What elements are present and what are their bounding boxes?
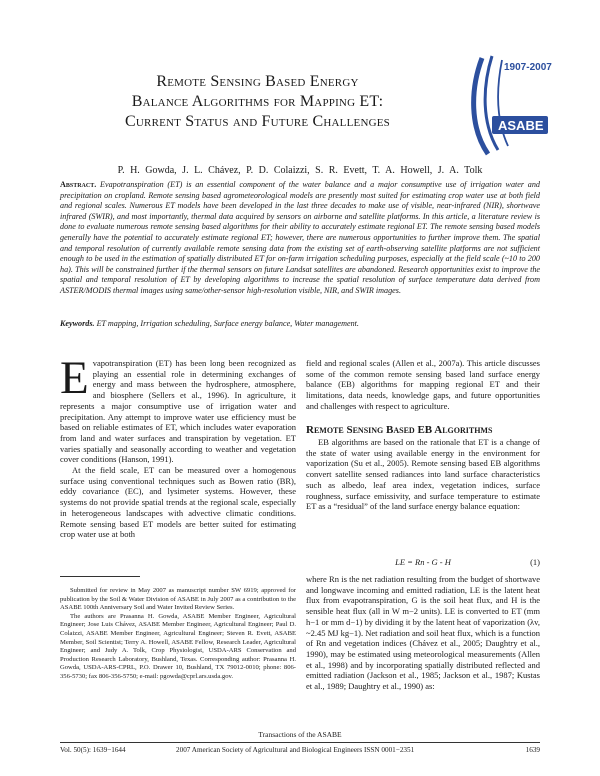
logo-years: 1907-2007 — [504, 62, 552, 73]
equation-1 — [306, 557, 540, 569]
left-column — [60, 352, 296, 540]
title-line-3: Current Status and Future Challenges — [125, 113, 390, 130]
journal-name: Transactions of the ASABE — [258, 730, 342, 739]
keywords-text: ET mapping, Irrigation scheduling, Surface energy balance, Water management. — [96, 319, 359, 328]
section-paragraph-1: EB algorithms are based on the rationale that ET is a change of the state of water using available energy in the environment for vaporization (Su et al., 2005). Remote sensing based EB algorithms convert satellite sensed radiances into land surface characteristics such as albedo, leaf area index, vegetation indices, surface roughness, surface emissivity, and surface temperature to estimate ET as a “residual” of the land surface energy balance equation: — [306, 437, 540, 512]
copyright-line: 2007 American Society of Agricultural and Biological Engineers ISSN 0001−2351 — [176, 746, 415, 754]
author-list: P. H. Gowda, J. L. Chávez, P. D. Colaizzi, S. R. Evett, T. A. Howell, J. A. Tolk — [117, 165, 483, 176]
abstract-label: Abstract. — [60, 180, 97, 189]
paper-title — [60, 72, 455, 132]
abstract — [60, 180, 540, 297]
intro-paragraph-2: At the field scale, ET can be measured over a homogenous surface using conventional techniques such as Bowen ratio (BR), eddy covariance (EC), and lysimeter systems. However, these systems do not provide spatial trends at the regional scale, especially in heterogeneous landscapes with advective climatic conditions. Remote sensing based ET models are better suited for estimating crop water use at both — [60, 465, 296, 540]
title-line-1: Remote Sensing Based Energy — [156, 73, 359, 90]
intro-paragraph-3: field and regional scales (Allen et al., 2007a). This article discusses some of the common remote sensing based land surface energy balance (EB) algorithms for mapping regional ET and their limitations, data needs, knowledge gaps, and future opportunities and challenges with respect to agriculture. — [306, 358, 540, 411]
footnote-divider — [60, 576, 140, 577]
footnote-authors: The authors are Prasanna H. Gowda, ASABE Member Engineer, Agricultural Engineer; Jose Luis Chávez, ASABE Member Engineer, Agricultural Engineer; Paul D. Colaizzi, ASABE Member Engineer, Agricultural Engineer; Steven R. Evett, ASABE Member, Soil Scientist; Terry A. Howell, ASABE Fellow, Research Leader, Agricultural Engineer; and Judy A. Tolk, Crop Physiologist, USDA-ARS Conservation and Production Research Laboratory, Bushland, Texas. Corresponding author: Prasanna H. Gowda, USDA-ARS-CPRL, P.O. Drawer 10, Bushland, TX 79012-0010; phone: 806-356-5730; fax 806-356-5750; e-mail: pgowda@cprl.ars.usda.gov. — [60, 612, 296, 680]
title-line-2: Balance Algorithms for Mapping ET: — [131, 93, 384, 110]
asabe-logo-graphic — [462, 50, 554, 160]
drop-cap: E — [60, 352, 89, 404]
section-heading: Remote Sensing Based EB Algorithms — [306, 424, 493, 436]
footnote — [60, 587, 296, 682]
page-number: 1639 — [525, 746, 540, 754]
keywords-label: Keywords. — [60, 319, 95, 328]
abstract-text: Evapotranspiration (ET) is an essential component of the water balance and a major consumptive use of irrigation water and precipitation on cropland. Remote sensing based agrometeorological models are presently most suited for estimating crop water use at both field and regional scales. Numerous ET models have been developed in the last three decades to make use of visible, near-infrared (NIR), shortwave infrared (SWIR), and most importantly, thermal data acquired by sensors on airborne and satellite platforms. In this article, a literature review is done to evaluate numerous remote sensing based algorithms for their ability to accurately estimate regional ET. The remote sensing based models generally have the potential to accurately estimate regional ET; however, there are numerous opportunities to further improve them. The spatial and temporal resolution of currently available remote sensing data from the existing set of earth-observing satellite platforms are not sufficient enough to be used in the estimation of spatially distributed ET for on-farm irrigation scheduling purposes, especially at the field scale (~10 to 200 ha). This will be constrained further if the thermal sensors on future Landsat satellites are abandoned. Research opportunities exist to improve the spatial and temporal resolution of ET by developing algorithms to increase the spatial resolution of surface temperature data derived from ASTER/MODIS thermal images using same/other-sensor high-resolution visible, NIR, and SWIR images. — [60, 180, 540, 295]
footnote-submission: Submitted for review in May 2007 as manuscript number SW 6919; approved for publication by the Soil & Water Division of ASABE in July 2007 as a contribution to the ASABE 100th Anniversary Soil and Water Invited Review Series. — [60, 587, 296, 612]
logo-name: ASABE — [498, 118, 544, 133]
volume-info: Vol. 50(5): 1639−1644 — [60, 746, 126, 754]
intro-paragraph-1: vapotranspiration (ET) has been long been recognized as playing an essential role in determining exchanges of energy and mass between the hydrosphere, atmosphere, and biosphere (Sellers et al., 1996). In agriculture, it represents a major consumptive use of irrigation water and precipitation. Any attempt to improve water use efficiency must be based on reliable estimates of ET, which includes water evaporation from land and water surfaces and transpiration by vegetation. ET varies spatially and seasonally according to weather and vegetation cover conditions (Hanson, 1991). — [60, 358, 296, 465]
section-paragraph-2: where Rn is the net radiation resulting from the budget of shortwave and longwave incoming and emitted radiation, LE is the latent heat flux from evapotranspiration, G is the soil heat flux, and H is the sensible heat flux (all in W m−2 units). LE is converted to ET (mm h−1 or mm d−1) by dividing it by the latent heat of vaporization (λv, ~2.45 MJ kg−1). Net radiation and soil heat flux, which is a function of Rn and vegetation indices (Chávez et al., 2005; Daughtry et al., 1990), may be estimated using meteorological measurements (Allen et al., 1998) and by incorporating spatially distributed reflected and emitted radiation (Jackson et al., 1985; Jackson et al., 1987; Kustas et al., 1989; Daughtry et al., 1990) as: — [306, 574, 540, 692]
right-column — [306, 358, 540, 412]
section-body — [306, 437, 540, 512]
equation-text: LE = Rn - G - H — [395, 557, 451, 567]
asabe-logo — [462, 50, 554, 160]
footer-divider — [60, 742, 540, 743]
section-body-continued — [306, 574, 540, 692]
keywords — [60, 319, 540, 330]
equation-number: (1) — [530, 557, 540, 567]
